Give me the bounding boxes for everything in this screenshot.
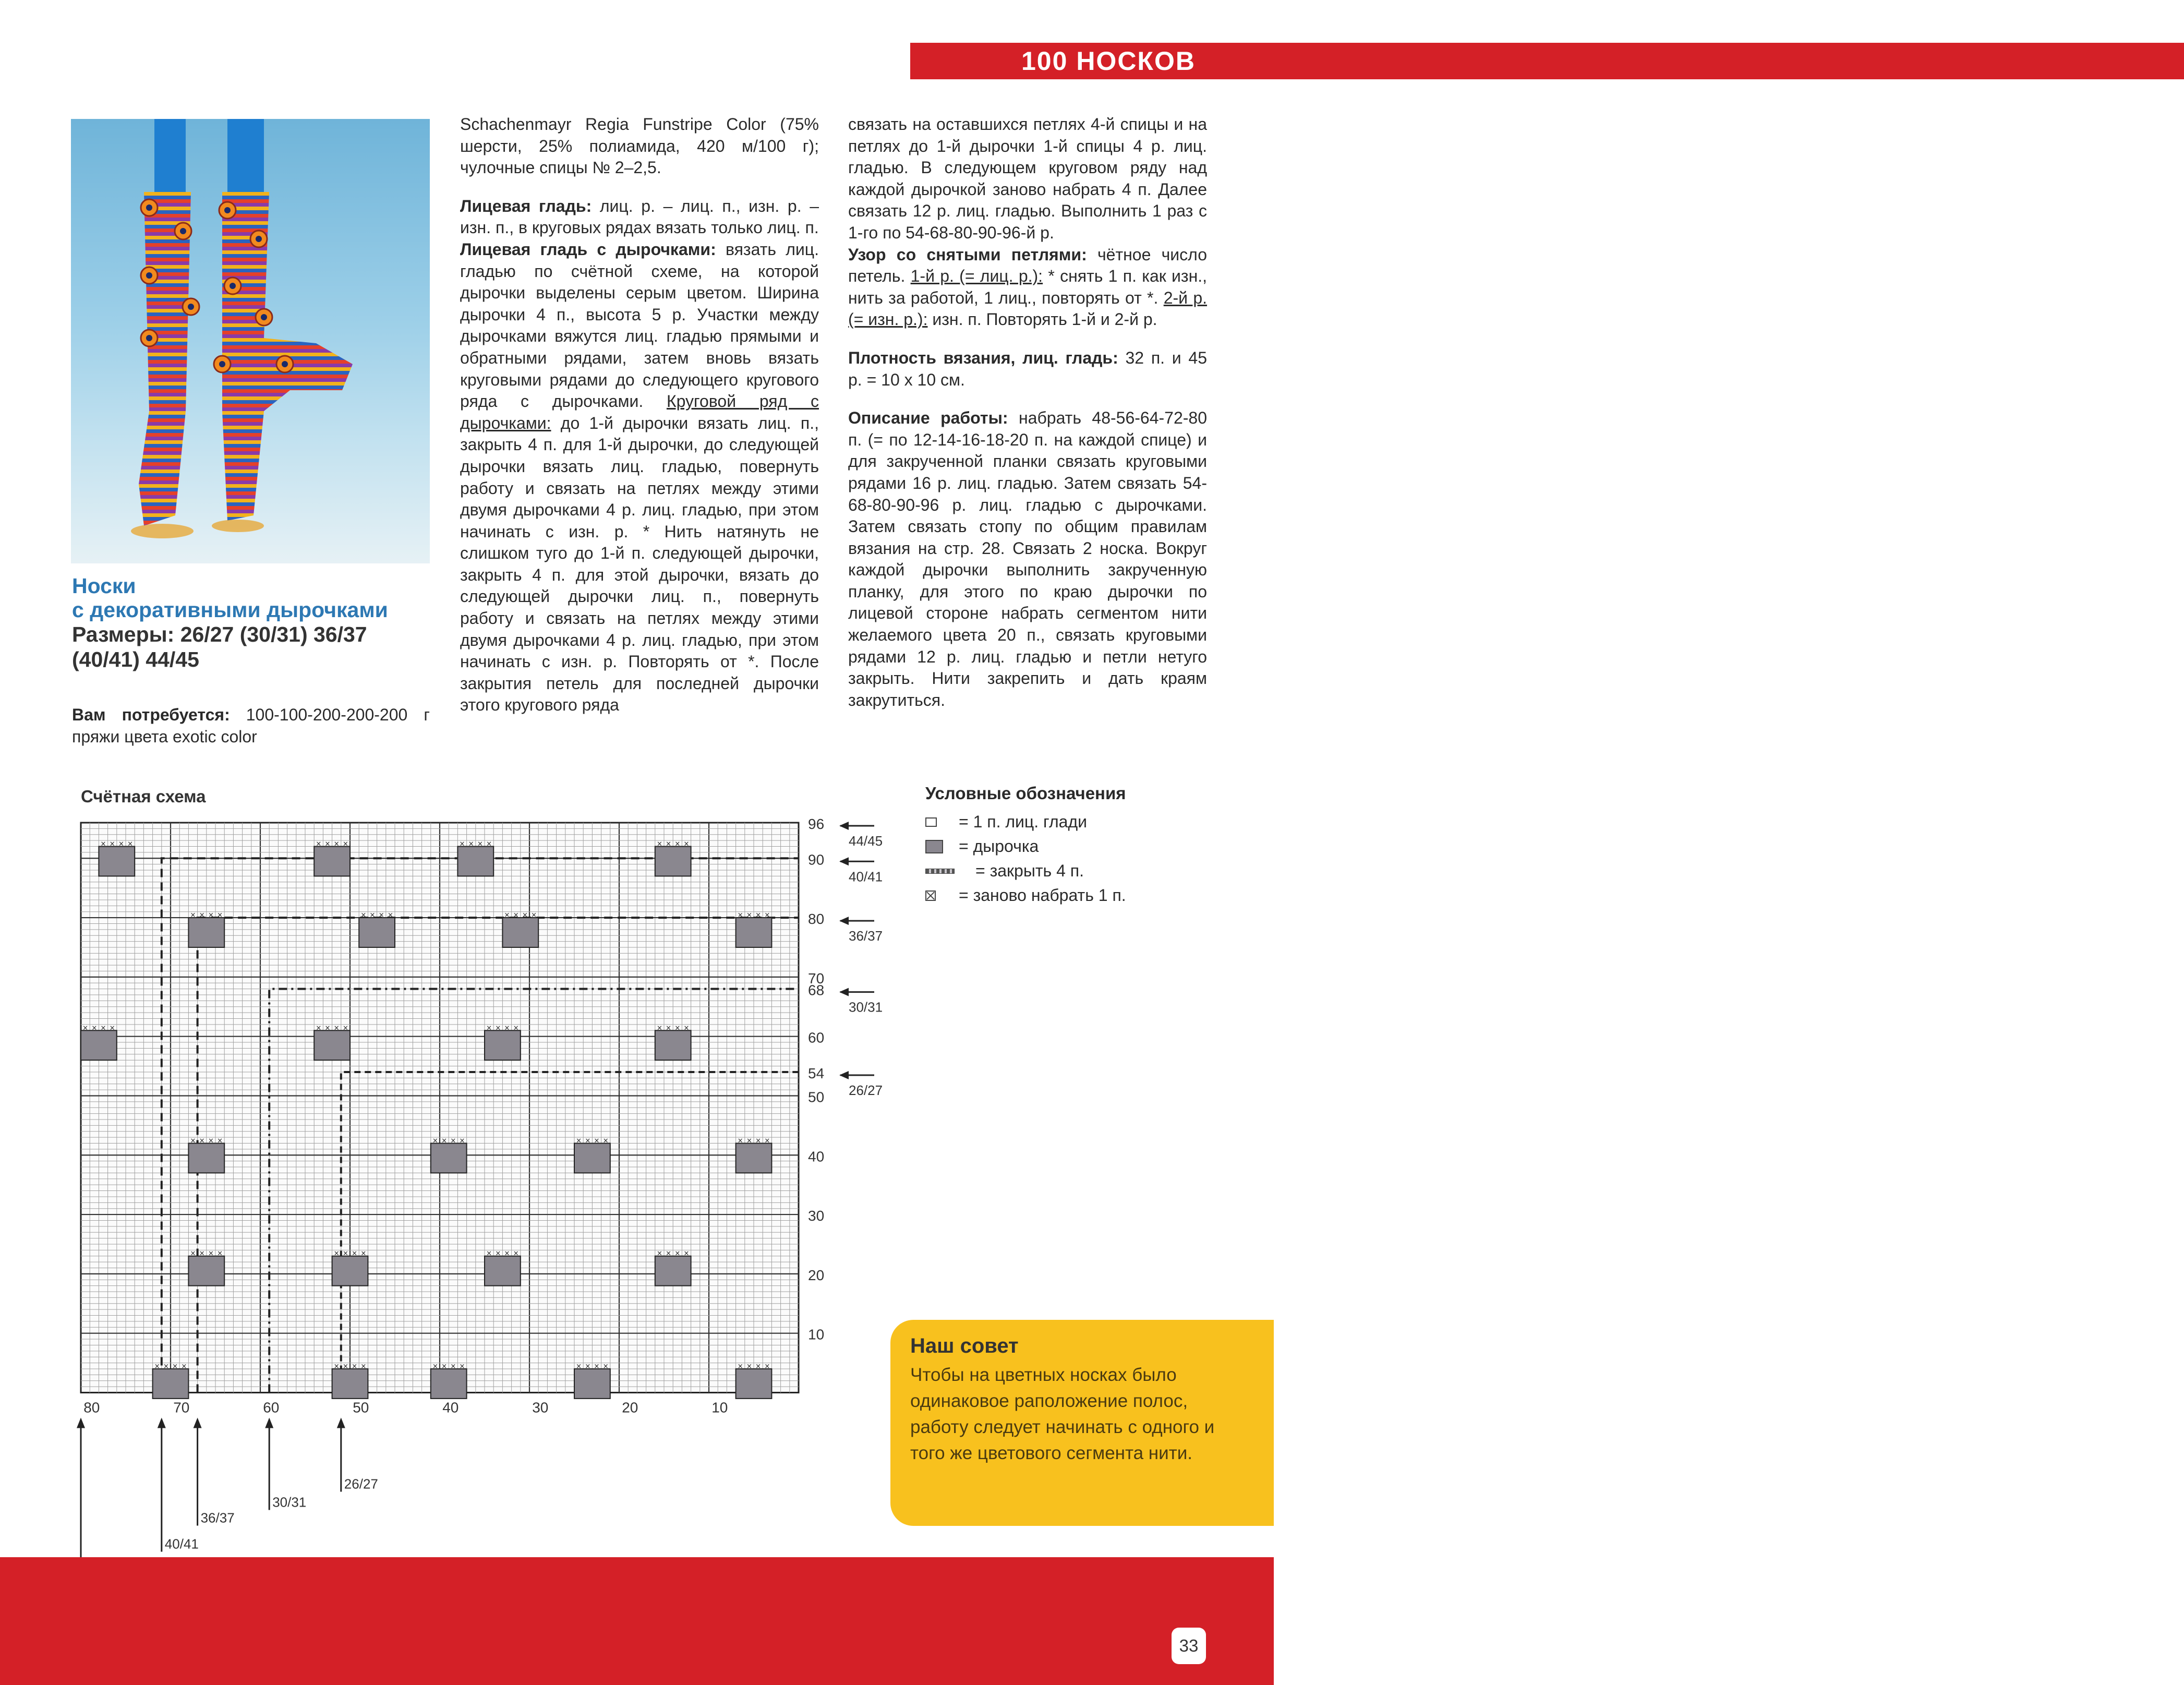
hole-bindoff-mark: × [585, 1137, 591, 1145]
chart-hole [736, 1144, 772, 1173]
hole-bindoff-mark: × [217, 1249, 223, 1258]
row-label: 68 [808, 982, 825, 998]
hole-bindoff-mark: × [459, 840, 465, 848]
hole-bindoff-mark: × [360, 1249, 367, 1258]
sizes-line2: (40/41) 44/45 [72, 647, 199, 671]
hole-bindoff-mark: × [316, 1024, 322, 1032]
hole-bindoff-mark: × [91, 1024, 98, 1032]
row-label: 90 [808, 851, 825, 868]
column-label: 70 [173, 1399, 190, 1416]
size-arrow-head [839, 1071, 849, 1079]
hole-bindoff-mark: × [342, 840, 348, 848]
hole-bindoff-mark: × [432, 1362, 438, 1370]
size-arrow-head [839, 988, 849, 996]
chart-hole [485, 1030, 521, 1060]
size-arrow-head [194, 1417, 202, 1428]
hole-bindoff-mark: × [82, 1024, 89, 1032]
hole-bindoff-mark: × [674, 1249, 681, 1258]
row-label: 54 [808, 1065, 825, 1081]
row-label: 20 [808, 1267, 825, 1283]
hole-bindoff-mark: × [656, 1249, 662, 1258]
hole-bindoff-mark: × [576, 1137, 582, 1145]
hole-bindoff-mark: × [459, 1362, 465, 1370]
hole-bindoff-mark: × [441, 1362, 448, 1370]
row-label: 30 [808, 1208, 825, 1224]
holes-continued-paragraph: связать на оставшихся петлях 4-й спицы и на петлях до 1-й дырочки 1-й спицы 4 р. лиц. гладью. В следующем круговом ряду над каждой дырочкой заново набрать 4 п. Далее связать 12 р. лиц. гладью. Выполнить 1 раз с 1-го по 54-68-80-90-96-й р. [848, 115, 1207, 242]
hole-bindoff-mark: × [504, 1249, 510, 1258]
hole-bindoff-mark: × [208, 1137, 214, 1145]
hole-bindoff-mark: × [441, 1137, 448, 1145]
slip-pattern-text-3: изн. п. Повторять 1-й и 2-й р. [927, 310, 1157, 329]
hole-bindoff-mark: × [208, 911, 214, 920]
chart-hole [99, 847, 135, 876]
tip-box [890, 1320, 1274, 1526]
chart-hole [188, 918, 224, 947]
hole-bindoff-mark: × [450, 1362, 456, 1370]
chart-hole [457, 847, 493, 876]
size-arrow-head [839, 917, 849, 925]
row-label: 80 [808, 911, 825, 928]
column-label: 10 [711, 1399, 728, 1416]
legend-row-hole [925, 834, 1126, 859]
hole-cell-icon [925, 840, 943, 853]
hole-bindoff-mark: × [746, 1362, 752, 1370]
hole-bindoff-mark: × [342, 1024, 348, 1032]
hole-bindoff-mark: × [576, 1362, 582, 1370]
hole-bindoff-mark: × [513, 1024, 519, 1032]
hole-bindoff-mark: × [199, 911, 205, 920]
chart-title: Счётная схема [81, 787, 206, 806]
row-label: 70 [808, 970, 825, 986]
hole-bindoff-mark: × [342, 1249, 348, 1258]
hole-bindoff-mark: × [674, 1024, 681, 1032]
hole-bindoff-mark: × [737, 911, 743, 920]
slip-pattern-text-2: * снять 1 п. как изн., нить за работой, 1 лиц., повторять от *. [848, 267, 1208, 307]
hole-bindoff-mark: × [513, 1249, 519, 1258]
hole-bindoff-mark: × [324, 1024, 331, 1032]
hole-bindoff-mark: × [468, 840, 474, 848]
hole-bindoff-mark: × [602, 1362, 609, 1370]
hole-bindoff-mark: × [522, 911, 528, 920]
empty-cell-icon [925, 817, 937, 827]
legend-label-knit: = 1 п. лиц. глади [959, 812, 1088, 831]
size-arrow-head [839, 822, 849, 830]
tip-text: Чтобы на цветных носках было одинаковое раположение полос, работу следует начинать с одного и того же цветового сегмента нити. [910, 1365, 1215, 1463]
hole-bindoff-mark: × [352, 1362, 358, 1370]
instructions-heading: Описание работы: [848, 408, 1008, 428]
hole-bindoff-mark: × [109, 1024, 115, 1032]
row2-subheading: 2-й р. (= изн. р.): [848, 288, 1208, 329]
hole-bindoff-mark: × [666, 840, 672, 848]
hole-bindoff-mark: × [217, 1137, 223, 1145]
legend-label-bindoff: = закрыть 4 п. [975, 861, 1084, 880]
hole-bindoff-mark: × [602, 1137, 609, 1145]
column-label: 30 [532, 1399, 549, 1416]
row-label: 40 [808, 1148, 825, 1165]
holes-heading: Лицевая гладь с дырочками: [460, 239, 716, 259]
chart-hole [188, 1256, 224, 1286]
slip-pattern-heading: Узор со снятыми петлями: [848, 245, 1087, 264]
hole-bindoff-mark: × [360, 911, 367, 920]
hole-bindoff-mark: × [190, 1137, 196, 1145]
column-label: 80 [83, 1399, 100, 1416]
size-label-right: 26/27 [849, 1082, 883, 1098]
hole-bindoff-mark: × [594, 1362, 600, 1370]
hole-bindoff-mark: × [755, 1362, 762, 1370]
chart-hole [81, 1030, 117, 1060]
size-label-right: 36/37 [849, 928, 883, 944]
hole-bindoff-mark: × [333, 1249, 340, 1258]
hole-bindoff-mark: × [324, 840, 331, 848]
hole-bindoff-mark: × [352, 1249, 358, 1258]
hole-bindoff-mark: × [656, 1024, 662, 1032]
row-label: 50 [808, 1089, 825, 1105]
hole-bindoff-mark: × [154, 1362, 160, 1370]
hole-bindoff-mark: × [333, 840, 340, 848]
hole-bindoff-mark: × [316, 840, 322, 848]
hole-bindoff-mark: × [666, 1024, 672, 1032]
hole-bindoff-mark: × [199, 1137, 205, 1145]
chart-hole [574, 1144, 610, 1173]
hole-bindoff-mark: × [674, 840, 681, 848]
hole-bindoff-mark: × [190, 911, 196, 920]
hole-bindoff-mark: × [656, 840, 662, 848]
hole-bindoff-mark: × [127, 840, 134, 848]
size-arrow-head [839, 857, 849, 865]
hole-bindoff-mark: × [746, 911, 752, 920]
legend-row-caston [925, 883, 1126, 908]
chart-hole [153, 1369, 189, 1399]
legend-label-caston: = заново набрать 1 п. [959, 886, 1126, 905]
hole-bindoff-mark: × [118, 840, 124, 848]
chart-hole [332, 1369, 368, 1399]
hole-bindoff-mark: × [109, 840, 115, 848]
hole-bindoff-mark: × [737, 1137, 743, 1145]
hole-bindoff-mark: × [387, 911, 393, 920]
hole-bindoff-mark: × [495, 1024, 501, 1032]
chart-hole [502, 918, 538, 947]
column-label: 20 [622, 1399, 638, 1416]
hole-bindoff-mark: × [100, 1024, 106, 1032]
hole-bindoff-mark: × [333, 1362, 340, 1370]
pattern-title-line1: Носки [72, 574, 136, 598]
materials-heading: Вам потребуется: [72, 705, 230, 724]
hole-bindoff-mark: × [683, 1249, 690, 1258]
hole-bindoff-mark: × [764, 1362, 770, 1370]
cast-on-cross-icon [925, 890, 936, 901]
chart-hole [332, 1256, 368, 1286]
hole-bindoff-mark: × [683, 1024, 690, 1032]
row-label: 96 [808, 816, 825, 832]
chart-hole [655, 1256, 691, 1286]
chart-hole [736, 918, 772, 947]
gauge-heading: Плотность вязания, лиц. гладь: [848, 348, 1118, 367]
hole-bindoff-mark: × [531, 911, 537, 920]
legend-title: Условные обозначения [925, 784, 1126, 803]
hole-bindoff-mark: × [100, 840, 106, 848]
chart-hole [655, 847, 691, 876]
magazine-section-title: 100 НОСКОВ [1021, 46, 1196, 76]
legend-row-knit [925, 810, 1126, 834]
tip-title: Наш совет [910, 1334, 1019, 1357]
chart-hole [431, 1369, 467, 1399]
hole-bindoff-mark: × [459, 1137, 465, 1145]
hole-bindoff-mark: × [333, 1024, 340, 1032]
row-label: 60 [808, 1029, 825, 1046]
chart-hole [314, 1030, 350, 1060]
hole-bindoff-mark: × [369, 911, 376, 920]
instructions-text: набрать 48-56-64-72-80 п. (= по 12-14-16-18-20 п. на каждой спице) и для закрученной планки связать круговыми рядами 16 р. лиц. гладью. Затем связать 54-68-80-90-96 р. лиц. гладью с дырочками. Затем связать стопу по общим правилам вязания на стр. 28. Связать 2 носка. Вокруг каждой дырочки выполнить закрученную планку, для этого по краю дырочки по лицевой стороне набрать сегментом нити желаемого цвета 20 п., связать круговыми рядами 12 р. лиц. гладью и петли нетуго закрыть. Нити закрепить и дать краям закрутиться. [848, 408, 1208, 709]
hole-bindoff-mark: × [342, 1362, 348, 1370]
stockinette-heading: Лицевая гладь: [460, 196, 592, 215]
hole-bindoff-mark: × [486, 840, 492, 848]
chart-hole [736, 1369, 772, 1399]
hole-bindoff-mark: × [504, 911, 510, 920]
size-label-right: 30/31 [849, 999, 883, 1015]
hole-bindoff-mark: × [683, 840, 690, 848]
row-label: 10 [808, 1326, 825, 1343]
page-number: 33 [1172, 1628, 1206, 1664]
hole-bindoff-mark: × [513, 911, 519, 920]
hole-bindoff-mark: × [504, 1024, 510, 1032]
slip-pattern-text-1: чётное число петель. [848, 245, 1208, 286]
hole-bindoff-mark: × [432, 1137, 438, 1145]
hole-bindoff-mark: × [755, 911, 762, 920]
size-label-bottom: 26/27 [344, 1476, 378, 1492]
chart-hole [314, 847, 350, 876]
hole-bindoff-mark: × [764, 911, 770, 920]
stockinette-text: лиц. р. – лиц. п., изн. р. – изн. п., в круговых рядах вязать только лиц. п. [460, 196, 819, 237]
pattern-title-line2: с декоративными дырочками [72, 598, 388, 622]
materials-text: 100-100-200-200-200 г пряжи цвета exotic color [72, 705, 430, 746]
holes-text-2: до 1-й дырочки вязать лиц. п., закрыть 4 п. для 1-й дырочки, до следующей дырочки вязать лиц. гладью, повернуть работу и связать на петлях между этими двумя дырочками 4 р. лиц. гладью, при этом начинать с изн. р. * Нить натянуть не слишком туго до 1-й п. следующей дырочки, закрыть 4 п. для этой дырочки, вязать до следующей дырочки лиц. п., повернуть работу и связать на петлях между этими двумя дырочками 4 р. лиц. гладью, при этом начинать с изн. р. Повторять от *. После закрытия петель для последней дырочки этого кругового ряда [460, 413, 819, 715]
holes-text-1: вязать лиц. гладью по счётной схеме, на которой дырочки выделены серым цветом. Ширина дырочки 4 п., высота 5 р. Участки между дырочками вяжутся лиц. гладью прямыми и обратными рядами, затем вновь вязать круговыми рядами до следующего кругового ряда с дырочками. [460, 239, 819, 411]
size-arrow-head [337, 1417, 345, 1428]
chart-hole [188, 1144, 224, 1173]
hole-bindoff-mark: × [217, 911, 223, 920]
hole-bindoff-mark: × [181, 1362, 187, 1370]
size-arrow-head [77, 1417, 85, 1428]
chart-hole [574, 1369, 610, 1399]
hole-bindoff-mark: × [495, 1249, 501, 1258]
hole-bindoff-mark: × [666, 1249, 672, 1258]
size-label-right: 40/41 [849, 869, 883, 885]
hole-bindoff-mark: × [172, 1362, 178, 1370]
hole-bindoff-mark: × [450, 1137, 456, 1145]
hole-bindoff-mark: × [585, 1362, 591, 1370]
hole-bindoff-mark: × [208, 1249, 214, 1258]
column-label: 40 [442, 1399, 459, 1416]
size-arrow-head [265, 1417, 273, 1428]
size-label-right: 44/45 [849, 833, 883, 849]
hole-bindoff-mark: × [737, 1362, 743, 1370]
column-label: 50 [353, 1399, 369, 1416]
chart-gridlines [81, 823, 799, 1392]
gauge-text: 32 п. и 45 р. = 10 х 10 см. [848, 348, 1208, 389]
hole-bindoff-mark: × [477, 840, 483, 848]
circular-row-subheading: Круговой ряд с дырочками: [460, 392, 819, 432]
legend-row-bindoff [925, 859, 1126, 883]
hole-bindoff-mark: × [486, 1249, 492, 1258]
chart-hole [359, 918, 395, 947]
hole-bindoff-mark: × [163, 1362, 169, 1370]
size-label-bottom: 30/31 [272, 1494, 307, 1510]
chart-legend [925, 784, 1126, 908]
legend-label-hole: = дырочка [959, 837, 1039, 856]
size-arrow-head [158, 1417, 166, 1428]
sizes-line1: Размеры: 26/27 (30/31) 36/37 [72, 622, 367, 646]
footer-band [0, 1557, 1274, 1685]
hole-bindoff-mark: × [755, 1137, 762, 1145]
bind-off-icon [925, 869, 955, 874]
hole-bindoff-mark: × [486, 1024, 492, 1032]
hole-bindoff-mark: × [746, 1137, 752, 1145]
hole-bindoff-mark: × [199, 1249, 205, 1258]
hole-bindoff-mark: × [764, 1137, 770, 1145]
chart-hole [431, 1144, 467, 1173]
size-label-bottom: 40/41 [164, 1536, 199, 1552]
yarn-paragraph: Schachenmayr Regia Funstripe Color (75% шерсти, 25% полиамида, 420 м/100 г); чулочные спицы № 2–2,5. [460, 115, 819, 177]
size-label-bottom: 36/37 [200, 1510, 235, 1526]
hole-bindoff-mark: × [378, 911, 384, 920]
column-label: 60 [263, 1399, 280, 1416]
chart-hole [655, 1030, 691, 1060]
chart-hole [485, 1256, 521, 1286]
hole-bindoff-mark: × [594, 1137, 600, 1145]
hole-bindoff-mark: × [360, 1362, 367, 1370]
row1-subheading: 1-й р. (= лиц. р.): [910, 267, 1043, 286]
hole-bindoff-mark: × [190, 1249, 196, 1258]
